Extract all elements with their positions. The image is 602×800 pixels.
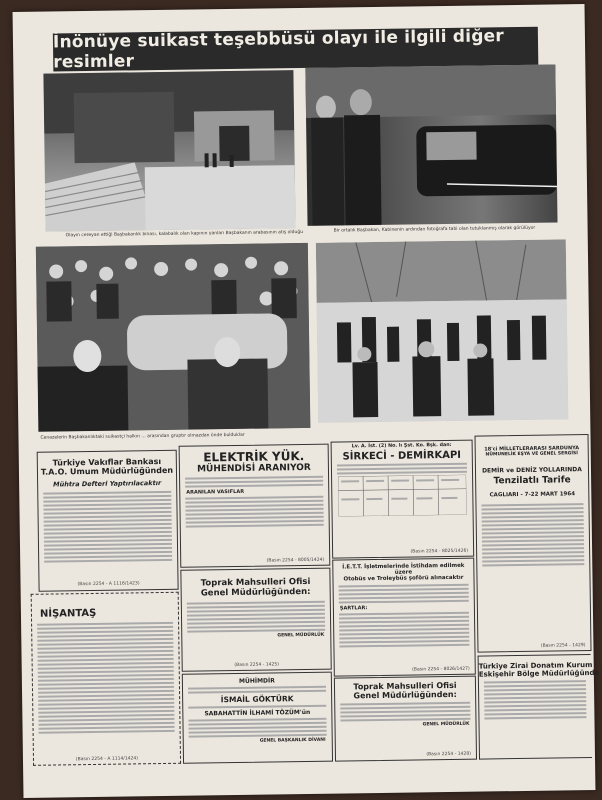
ad-nisantas [31, 592, 181, 766]
ad-iett-intro [334, 584, 474, 604]
ad-vakiflar-subtitle: T.A.O. Umum Müdürlüğünden [40, 465, 174, 477]
ad-toprak1-title1: Toprak Mahsulleri Ofisi [200, 576, 311, 589]
ad-toprak1-sign: GENEL MÜDÜRLÜK [277, 632, 325, 639]
ad-iett-title2: Otobüs ve Troleybüs şoförü alınacaktır [343, 574, 464, 583]
ad-sardunya-line2: NÜMUNELİK EŞYA VE GENEL SERGİSİ [485, 451, 579, 458]
ad-muhimdir-title: MÜHİMDİR [238, 677, 275, 685]
ad-elektrik-title1: ELEKTRİK YÜK. [203, 449, 305, 465]
photo-street-scene [316, 239, 568, 422]
ad-iett [332, 558, 476, 677]
photo-crowd [36, 243, 311, 432]
ad-zirai-title1: Türkiye Zirai Donatım Kurum [478, 660, 593, 671]
page-headline: İnönüye suikast teşebbüsü olayı ile ilgili diğer resimler [53, 27, 538, 72]
ad-toprak1-body [182, 601, 330, 633]
ad-nisantas-body [32, 622, 180, 734]
ad-elektrik-intro [180, 476, 328, 488]
ad-muhimdir-name1: İSMAİL GÖKTÜRK [220, 694, 294, 705]
photo-building-entrance [43, 70, 295, 231]
ad-toprak2-body [335, 702, 475, 722]
ad-elektrik-footer: (Basın 2254 - 8005/1424) [266, 557, 325, 564]
ad-sirkeci-demirkapi [331, 440, 475, 559]
ad-sardunya-footer: (Basın 2254 - 1429) [540, 643, 586, 649]
ad-zirai-title2: Eskişehir Bölge Müdürlüğünde [478, 668, 600, 679]
building-scene-illustration [43, 70, 295, 231]
ad-sardunya-body [476, 503, 589, 567]
ad-elektrik-body [180, 496, 328, 528]
newspaper-page [13, 4, 600, 798]
ad-muhimdir-body1 [183, 686, 331, 694]
ad-elektrik-sub: ARANILAN VASIFLAR [186, 488, 245, 496]
ad-sirkeci-top: Lv. A. İst. (2) No. lı Şst. Ko. Bşk. dan: [351, 442, 452, 450]
ad-nisantas-footer: (Basın 2254 - A 1114/1424) [75, 756, 139, 763]
ad-sardunya-sergisi [475, 434, 592, 653]
street-scene-illustration [316, 239, 568, 422]
ad-iett-sub: ŞARTLAR: [339, 605, 368, 612]
ad-muhimdir [182, 672, 333, 764]
ad-sirkeci-table [338, 475, 467, 517]
ad-toprak2-title2: Genel Müdürlüğünden: [353, 689, 457, 701]
ad-muhimdir-body3 [183, 718, 331, 738]
crowd-scene-illustration [36, 243, 311, 432]
ad-zirai-body [479, 680, 592, 720]
ad-sardunya-line3: DEMİR ve DENİZ YOLLARINDA [482, 466, 582, 475]
ad-sirkeci-title: SİRKECİ - DEMİRKAPI [342, 449, 462, 463]
ad-iett-footer: (Basın 2254 - 8026/1427) [412, 666, 470, 673]
ad-sirkeci-intro [332, 463, 472, 475]
ad-toprak1-footer: (Basın 2254 - 1425) [234, 662, 280, 668]
ad-toprak2-title1: Toprak Mahsulleri Ofisi [353, 680, 457, 692]
ad-toprak-mahsulleri-2 [334, 676, 477, 762]
ad-toprak-mahsulleri-1 [180, 568, 331, 672]
ad-vakiflar-title: Türkiye Vakıflar Bankası [52, 457, 162, 468]
ad-elektrik-muhendisi [179, 444, 331, 568]
ad-vakiflar-footer: (Basın 2254 - A 1116/1423) [77, 581, 140, 588]
ad-sardunya-line1: 18'ci MİLLETLERARASI SARDUNYA [484, 445, 580, 453]
photo-officials-car [305, 64, 557, 225]
ad-sirkeci-footer: (Basın 2254 - 8025/1426) [410, 548, 469, 555]
ad-toprak1-title2: Genel Müdürlüğünden: [200, 586, 311, 599]
ad-iett-body [334, 612, 474, 648]
photo34-caption: Cenazelerin Başbakanlıktaki suikastçi halkın ... arasından gruptır olmazdan önde bulduklar [40, 432, 245, 441]
ad-toprak2-footer: (Basın 2254 - 1428) [426, 751, 471, 758]
ad-sardunya-line4: Tenzilatlı Tarife [493, 475, 571, 487]
ad-vakiflar-heading: Mühtra Defteri Yaptırılacaktır [53, 479, 162, 489]
ad-muhimdir-sign: GENEL BAŞKANLIK DİVANI [259, 737, 326, 744]
photo1-caption: Olayın cereyan ettiği Başbakanlık binası, kalabalık olan kapının yanları Başbakanın arabasının atış olduğu [65, 229, 304, 239]
ad-vakiflar-body [38, 491, 177, 563]
ad-iett-title1: İ.E.T.T. İşletmelerinde İstihdam edilmek üzere [342, 562, 465, 576]
ad-elektrik-title2: MÜHENDİSİ ARANIYOR [196, 462, 311, 475]
ad-muhimdir-name2: SABAHATTİN İLHAMİ TÖZÜM'ün [204, 708, 311, 718]
photo2-caption: Bir ortalık Başbakan, Kabinenin ardından fotoğrafa tabi olan tutuklanmış olarak görülüyor [333, 225, 536, 234]
ad-zirai-donatim [478, 654, 600, 760]
officials-scene-illustration [305, 64, 557, 225]
ad-toprak2-sign: GENEL MÜDÜRLÜK [422, 721, 470, 728]
ad-nisantas-title: NİŞANTAŞ [39, 607, 97, 620]
ad-vakiflar-bankasi [37, 450, 179, 592]
ad-sardunya-line5: CAGLIARI - 7-22 MART 1964 [489, 491, 576, 499]
